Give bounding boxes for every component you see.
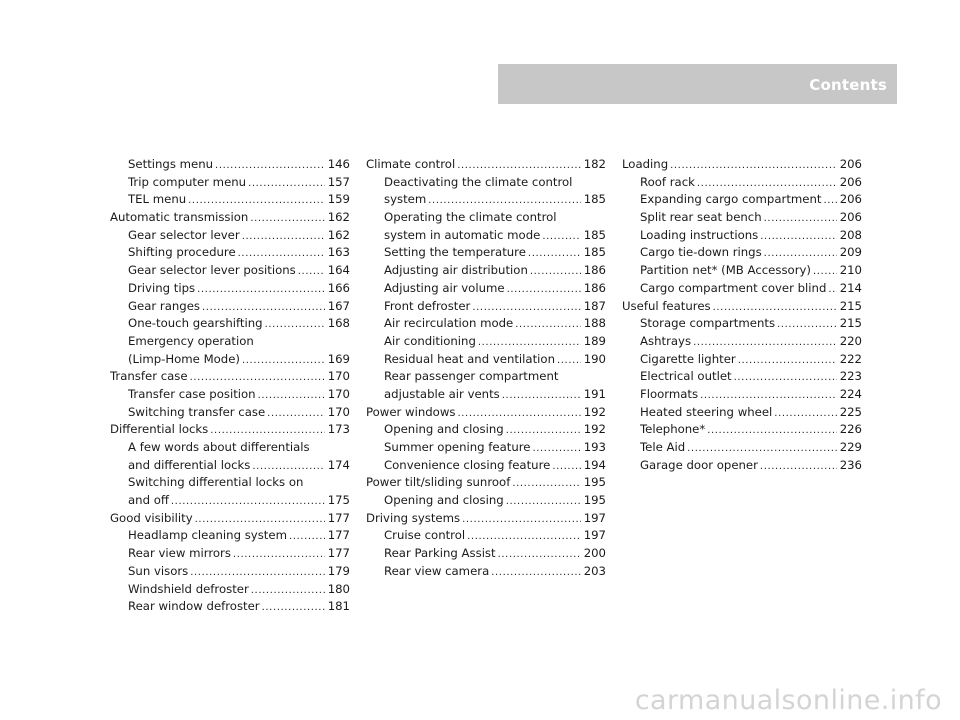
toc-dot-leader: [507, 281, 581, 298]
toc-page-number: 222: [839, 351, 862, 366]
toc-page-number: 180: [327, 581, 350, 596]
toc-dot-leader: [215, 157, 325, 174]
toc-entry[interactable]: [622, 333, 862, 351]
toc-entry[interactable]: [366, 510, 606, 528]
toc-entry[interactable]: [110, 439, 350, 457]
toc-entry[interactable]: [110, 563, 350, 581]
toc-entry[interactable]: [622, 315, 862, 333]
toc-entry-label: Rear passenger compartment: [384, 369, 559, 384]
toc-entry-label: Rear view mirrors: [128, 546, 231, 561]
toc-page-number: 197: [583, 510, 606, 525]
toc-entry[interactable]: [110, 351, 350, 369]
toc-dot-leader: [532, 440, 580, 457]
toc-entry[interactable]: [622, 244, 862, 262]
toc-dot-leader: [530, 263, 581, 280]
toc-dot-leader: [298, 263, 325, 280]
toc-entry[interactable]: [366, 368, 606, 386]
toc-entry[interactable]: [110, 227, 350, 245]
toc-dot-leader: [265, 316, 325, 333]
toc-dot-leader: [467, 528, 581, 545]
toc-dot-leader: [738, 352, 837, 369]
toc-entry[interactable]: [110, 527, 350, 545]
toc-entry-label: Adjusting air distribution: [384, 263, 528, 278]
toc-entry[interactable]: [622, 156, 862, 174]
toc-entry[interactable]: [366, 439, 606, 457]
toc-entry[interactable]: [110, 333, 350, 351]
toc-dot-leader: [506, 493, 581, 510]
toc-dot-leader: [210, 422, 324, 439]
toc-dot-leader: [764, 210, 837, 227]
toc-entry[interactable]: [622, 439, 862, 457]
toc-page-number: 215: [839, 316, 862, 331]
toc-page-number: 229: [839, 440, 862, 454]
toc-dot-leader: [813, 263, 837, 280]
toc-entry-label: Electrical outlet: [640, 369, 732, 384]
toc-entry-label: Tele Aid: [640, 440, 686, 454]
toc-page-number: 194: [583, 457, 606, 472]
toc-entry[interactable]: [110, 598, 350, 616]
toc-entry-label: Transfer case: [110, 369, 188, 384]
toc-dot-leader: [760, 228, 836, 245]
toc-dot-leader: [697, 175, 837, 192]
toc-page-number: 203: [583, 563, 606, 578]
toc-page-number: 185: [583, 245, 606, 260]
toc-entry[interactable]: [110, 457, 350, 475]
toc-entry-label: Opening and closing: [384, 493, 504, 508]
toc-entry[interactable]: [110, 581, 350, 599]
toc-entry-label: TEL menu: [128, 192, 187, 207]
toc-entry-label: Loading: [622, 157, 669, 171]
toc-page-number: 174: [327, 457, 350, 472]
toc-entry-label: Useful features: [622, 298, 711, 313]
toc-entry[interactable]: [110, 280, 350, 298]
toc-page-number: 163: [327, 245, 350, 260]
toc-entry-label: Ashtrays: [640, 333, 692, 348]
toc-dot-leader: [250, 210, 324, 227]
toc-page-number: 170: [327, 386, 350, 401]
toc-page-number: 224: [839, 386, 862, 401]
toc-dot-leader: [670, 157, 837, 174]
toc-entry-label: Air conditioning: [384, 333, 476, 348]
toc-page-number: 177: [327, 528, 350, 543]
toc-entry-label: Gear selector lever positions: [128, 263, 296, 278]
toc-entry-label: Climate control: [366, 157, 456, 171]
toc-entry[interactable]: [110, 545, 350, 563]
toc-page-number: 181: [327, 599, 350, 614]
toc-entry-label: Expanding cargo compartment: [640, 192, 822, 207]
toc-entry-label: Summer opening feature: [384, 440, 531, 454]
toc-page-number: 223: [839, 369, 862, 384]
toc-entry-label: Automatic transmission: [110, 210, 249, 225]
toc-entry-label: (Limp-Home Mode): [128, 351, 240, 366]
toc-entry-label: adjustable air vents: [384, 386, 500, 401]
toc-entry-label: Setting the temperature: [384, 245, 526, 260]
toc-dot-leader: [462, 511, 581, 528]
toc-entry-label: Settings menu: [128, 157, 214, 171]
toc-entry-label: Shifting procedure: [128, 245, 236, 260]
toc-entry-label: Cigarette lighter: [640, 351, 736, 366]
toc-entry-label: Switching transfer case: [128, 404, 266, 419]
toc-entry[interactable]: [622, 298, 862, 316]
toc-entry[interactable]: [622, 280, 862, 298]
toc-dot-leader: [557, 352, 581, 369]
toc-entry-label: Heated steering wheel: [640, 404, 773, 419]
toc-entry-label: Differential locks: [110, 422, 209, 437]
toc-entry[interactable]: [366, 563, 606, 581]
toc-dot-leader: [512, 475, 580, 492]
toc-page-number: 170: [327, 369, 350, 384]
toc-entry[interactable]: [366, 191, 606, 209]
toc-entry[interactable]: [110, 421, 350, 439]
toc-page-number: 159: [327, 192, 350, 207]
toc-page-number: 215: [839, 298, 862, 313]
toc-entry-label: Air recirculation mode: [384, 316, 514, 331]
toc-entry-label: Cruise control: [384, 528, 466, 543]
toc-entry[interactable]: [110, 492, 350, 510]
toc-page-number: 226: [839, 422, 862, 437]
toc-entry[interactable]: [622, 386, 862, 404]
toc-page-number: 206: [839, 157, 862, 171]
toc-dot-leader: [233, 546, 325, 563]
toc-entry[interactable]: [366, 209, 606, 227]
toc-page-number: 166: [327, 280, 350, 295]
toc-entry[interactable]: [110, 191, 350, 209]
toc-entry-label: Gear ranges: [128, 298, 201, 313]
toc-dot-leader: [707, 422, 836, 439]
toc-entry-label: Residual heat and ventilation: [384, 351, 555, 366]
toc-dot-leader: [262, 599, 325, 616]
toc-entry[interactable]: [622, 262, 862, 280]
toc-entry[interactable]: [366, 156, 606, 174]
toc-entry-label: Switching differential locks on: [128, 475, 304, 490]
toc-entry-label: Convenience closing feature: [384, 457, 551, 472]
toc-page-number: 197: [583, 528, 606, 543]
toc-dot-leader: [502, 387, 581, 404]
toc-entry[interactable]: [366, 315, 606, 333]
toc-entry[interactable]: [622, 351, 862, 369]
toc-page-number: 185: [583, 227, 606, 242]
toc-page-number: 214: [839, 280, 862, 295]
toc-page-number: 170: [327, 404, 350, 419]
toc-page-number: 210: [839, 263, 862, 278]
toc-entry[interactable]: [622, 404, 862, 422]
toc-entry[interactable]: [366, 262, 606, 280]
toc-page-number: 209: [839, 245, 862, 260]
toc-entry[interactable]: [366, 545, 606, 563]
toc-entry[interactable]: [366, 527, 606, 545]
toc-page-number: 236: [839, 457, 862, 472]
toc-entry[interactable]: [110, 368, 350, 386]
toc-entry[interactable]: [366, 333, 606, 351]
toc-entry-label: system in automatic mode: [384, 227, 541, 242]
toc-dot-leader: [506, 422, 581, 439]
toc-entry-label: One-touch gearshifting: [128, 316, 263, 331]
toc-entry-label: Floormats: [640, 386, 699, 401]
toc-entry[interactable]: [110, 386, 350, 404]
toc-page-number: 167: [327, 298, 350, 313]
toc-page-number: 157: [327, 174, 350, 189]
toc-entry[interactable]: [110, 156, 350, 174]
toc-entry-label: system: [384, 192, 427, 207]
toc-entry-label: Windshield defroster: [128, 581, 249, 596]
toc-dot-leader: [195, 511, 325, 528]
toc-dot-leader: [242, 228, 325, 245]
toc-dot-leader: [764, 245, 837, 262]
toc-entry-label: Deactivating the climate control: [384, 174, 573, 189]
toc-entry-label: Adjusting air volume: [384, 280, 505, 295]
toc-dot-leader: [242, 352, 325, 369]
toc-page-number: 146: [327, 157, 350, 171]
toc-page-number: 186: [583, 263, 606, 278]
toc-dot-leader: [777, 316, 837, 333]
toc-dot-leader: [428, 192, 580, 209]
toc-dot-leader: [289, 528, 325, 545]
toc-dot-leader: [700, 387, 837, 404]
watermark-text: carmanualsonline.info: [634, 685, 942, 716]
toc-entry[interactable]: [622, 368, 862, 386]
toc-page-number: 177: [327, 546, 350, 561]
toc-entry[interactable]: [110, 404, 350, 422]
toc-entry[interactable]: [110, 262, 350, 280]
toc-entry-label: Good visibility: [110, 510, 193, 525]
toc-page-number: 225: [839, 404, 862, 419]
toc-page-number: 195: [583, 475, 606, 490]
toc-entry-label: Front defroster: [384, 298, 471, 313]
toc-page-number: 206: [839, 192, 862, 207]
toc-page-number: 195: [583, 493, 606, 508]
toc-entry[interactable]: [110, 244, 350, 262]
toc-entry[interactable]: [366, 244, 606, 262]
toc-dot-leader: [713, 299, 837, 316]
toc-entry-label: Partition net* (MB Accessory): [640, 263, 811, 278]
toc-entry-label: Opening and closing: [384, 422, 504, 437]
toc-page-number: 162: [327, 210, 350, 225]
toc-dot-leader: [267, 405, 325, 422]
toc-dot-leader: [491, 564, 580, 581]
toc-page-number: 220: [839, 333, 862, 348]
toc-dot-leader: [251, 582, 325, 599]
toc-column-3: [622, 156, 862, 474]
toc-entry-label: A few words about differentials: [128, 440, 310, 454]
toc-entry-label: Power tilt/sliding sunroof: [366, 475, 511, 490]
toc-entry[interactable]: [622, 457, 862, 475]
toc-entry[interactable]: [366, 404, 606, 422]
toc-page-number: 191: [583, 386, 606, 401]
toc-entry[interactable]: [622, 174, 862, 192]
toc-dot-leader: [472, 299, 580, 316]
toc-entry-label: Transfer case position: [128, 386, 256, 401]
toc-page-number: 192: [583, 422, 606, 437]
toc-entry-label: Emergency operation: [128, 333, 254, 348]
toc-page-number: 200: [583, 546, 606, 561]
toc-dot-leader: [552, 458, 580, 475]
toc-dot-leader: [774, 405, 836, 422]
toc-dot-leader: [498, 546, 581, 563]
toc-page-number: 179: [327, 563, 350, 578]
toc-column-1: [110, 156, 350, 616]
toc-page-number: 173: [327, 422, 350, 437]
toc-entry-label: Rear window defroster: [128, 599, 260, 614]
toc-entry[interactable]: [366, 457, 606, 475]
toc-entry-label: Gear selector lever: [128, 227, 240, 242]
toc-entry-label: and off: [128, 493, 169, 508]
toc-entry[interactable]: [110, 474, 350, 492]
toc-dot-leader: [734, 369, 837, 386]
toc-entry[interactable]: [622, 209, 862, 227]
toc-dot-leader: [478, 334, 581, 351]
toc-page-number: 206: [839, 174, 862, 189]
toc-entry-label: Cargo compartment cover blind: [640, 280, 827, 295]
toc-dot-leader: [258, 387, 325, 404]
toc-entry[interactable]: [622, 227, 862, 245]
toc-entry-label: Telephone*: [640, 422, 706, 437]
toc-entry-label: Headlamp cleaning system: [128, 528, 287, 543]
toc-page-number: 208: [839, 227, 862, 242]
toc-dot-leader: [760, 458, 837, 475]
toc-entry-label: Garage door opener: [640, 457, 758, 472]
toc-page-number: 168: [327, 316, 350, 331]
toc-entry[interactable]: [110, 298, 350, 316]
toc-dot-leader: [687, 440, 837, 457]
toc-entry-label: Roof rack: [640, 174, 695, 189]
toc-entry[interactable]: [366, 298, 606, 316]
toc-entry[interactable]: [366, 474, 606, 492]
toc-entry[interactable]: [366, 386, 606, 404]
toc-page-number: 186: [583, 280, 606, 295]
toc-dot-leader: [528, 245, 581, 262]
toc-page-number: 175: [327, 493, 350, 508]
toc-page-number: 169: [327, 351, 350, 366]
toc-column-2: [366, 156, 606, 581]
toc-dot-leader: [190, 564, 324, 581]
toc-entry-label: Rear view camera: [384, 563, 490, 578]
toc-entry-label: Sun visors: [128, 563, 189, 578]
toc-entry[interactable]: [366, 492, 606, 510]
toc-page-number: 185: [583, 192, 606, 207]
toc-entry[interactable]: [110, 174, 350, 192]
toc-entry[interactable]: [622, 421, 862, 439]
toc-entry-label: Storage compartments: [640, 316, 776, 331]
toc-entry[interactable]: [366, 280, 606, 298]
toc-entry[interactable]: [110, 315, 350, 333]
toc-page-number: 189: [583, 333, 606, 348]
toc-dot-leader: [823, 192, 836, 209]
section-header-band: [498, 64, 897, 104]
toc-entry[interactable]: [366, 351, 606, 369]
toc-entry-label: Operating the climate control: [384, 210, 557, 225]
toc-entry-label: Trip computer menu: [128, 174, 247, 189]
toc-entry-label: Cargo tie-down rings: [640, 245, 762, 260]
toc-entry-label: and differential locks: [128, 457, 251, 472]
toc-dot-leader: [828, 281, 836, 298]
toc-entry[interactable]: [110, 510, 350, 528]
toc-dot-leader: [515, 316, 580, 333]
toc-entry-label: Rear Parking Assist: [384, 546, 496, 561]
toc-page-number: 193: [583, 440, 606, 454]
toc-entry[interactable]: [366, 227, 606, 245]
toc-entry-label: Driving systems: [366, 510, 461, 525]
toc-entry-label: Split rear seat bench: [640, 210, 762, 225]
toc-entry-label: Driving tips: [128, 280, 196, 295]
toc-entry[interactable]: [366, 421, 606, 439]
toc-entry[interactable]: [366, 174, 606, 192]
toc-dot-leader: [197, 281, 325, 298]
toc-page-number: 206: [839, 210, 862, 225]
toc-page-number: 190: [583, 351, 606, 366]
toc-dot-leader: [248, 175, 325, 192]
toc-page-number: 192: [583, 404, 606, 419]
toc-entry[interactable]: [110, 209, 350, 227]
toc-dot-leader: [457, 157, 580, 174]
toc-entry[interactable]: [622, 191, 862, 209]
toc-dot-leader: [202, 299, 325, 316]
section-title: Contents: [809, 76, 887, 94]
toc-dot-leader: [188, 192, 325, 209]
toc-dot-leader: [457, 405, 580, 422]
toc-page-number: 188: [583, 316, 606, 331]
toc-page-number: 182: [583, 157, 606, 171]
toc-entry-label: Power windows: [366, 404, 456, 419]
toc-page-number: 177: [327, 510, 350, 525]
toc-dot-leader: [190, 369, 325, 386]
toc-entry-label: Loading instructions: [640, 227, 759, 242]
toc-dot-leader: [171, 493, 325, 510]
toc-dot-leader: [252, 458, 324, 475]
toc-dot-leader: [693, 334, 837, 351]
toc-page-number: 164: [327, 263, 350, 278]
toc-dot-leader: [238, 245, 325, 262]
toc-dot-leader: [542, 228, 580, 245]
toc-page-number: 187: [583, 298, 606, 313]
toc-page-number: 162: [327, 227, 350, 242]
